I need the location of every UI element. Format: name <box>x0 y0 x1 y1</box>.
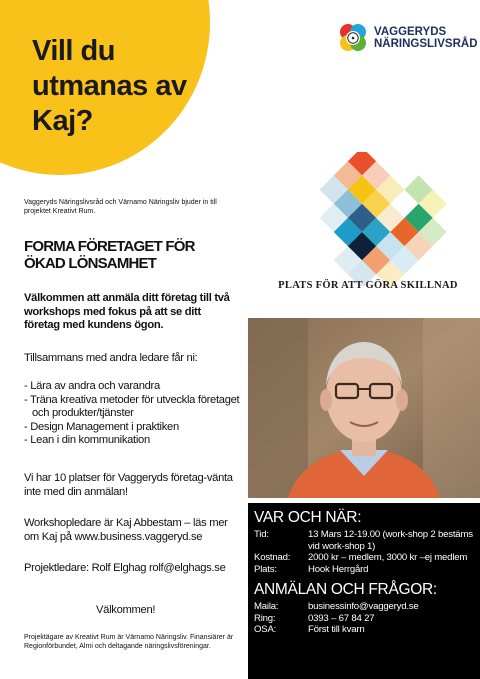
headline-line-1: Vill du <box>32 35 115 67</box>
info-value: businessinfo@vaggeryd.se <box>308 601 419 612</box>
headline-line-3: Kaj? <box>32 105 93 137</box>
workshop-leader-text: Workshopledare är Kaj Abbestam – läs mer om Kaj på www.business.vaggeryd.se <box>24 517 228 543</box>
info-label: Maila: <box>254 601 279 612</box>
info-label: OSA: <box>254 624 277 635</box>
diamond-mosaic-logo <box>260 152 480 286</box>
info-value: Först till kvarn <box>308 624 365 635</box>
list-item: - Lean i din kommunikation <box>24 434 150 446</box>
info-value: 13 Mars 12-19.00 (work-shop 2 bestäms vid work-shop 1) <box>308 529 473 552</box>
intro-text: Vaggeryds Näringslivsråd och Värnamo Näringsliv bjuder in till projektet Kreativt Rum. <box>24 199 217 215</box>
info-row <box>254 613 474 625</box>
info-row <box>254 624 474 636</box>
info-label: Kostnad: <box>254 552 291 563</box>
section-title-line-1: FORMA FÖRETAGET FÖR <box>24 238 195 255</box>
portrait-photo <box>248 318 480 498</box>
section-title <box>24 238 239 272</box>
info-value: 0393 – 67 84 27 <box>308 612 375 624</box>
seats-text: Vi har 10 platser för Vaggeryds företag-vänta inte med din anmälan! <box>24 472 233 498</box>
info-value: 2000 kr – medlem, 3000 kr –ej medlem <box>308 552 468 563</box>
list-item: - Lära av andra och varandra <box>24 380 160 392</box>
info-label: Plats: <box>254 563 277 575</box>
when-where-title: VAR OCH NÄR: <box>254 509 362 526</box>
rosette-logo-icon <box>337 22 369 54</box>
headline <box>32 34 187 139</box>
info-row <box>254 529 474 552</box>
brand-name-line-1: VAGGERYDS <box>374 26 447 38</box>
signup-title: ANMÄLAN OCH FRÅGOR: <box>254 581 437 598</box>
brand-name-line-2: NÄRINGSLIVSRÅD <box>374 38 478 50</box>
welcome-closing: Välkommen! <box>96 604 156 616</box>
info-value: Hook Herrgård <box>308 563 369 575</box>
welcome-paragraph: Välkommen att anmäla ditt företag till två workshops med fokus på att se ditt företag med kundens ögon. <box>24 292 230 331</box>
benefits-list <box>24 380 244 448</box>
list-item: - Träna kreativa metoder för utveckla företaget och produkter/tjänster <box>24 393 240 419</box>
brand-logo-block <box>337 22 478 54</box>
together-text: Tillsammans med andra ledare får ni: <box>24 352 198 364</box>
brand-name <box>374 26 478 50</box>
info-row <box>254 601 474 613</box>
list-item: - Design Management i praktiken <box>24 420 179 433</box>
info-label: Ring: <box>254 612 276 624</box>
event-info-box <box>248 503 480 679</box>
footer-text: Projektägare av Kreativt Rum är Värnamo Näringsliv. Finansiärer är Regionförbundet, Almi och deltagande näringslivsföreningar. <box>24 634 234 650</box>
section-title-line-2: ÖKAD LÖNSAMHET <box>24 255 157 272</box>
info-label: Tid: <box>254 529 269 540</box>
project-leader-text: Projektledare: Rolf Elghag rolf@elghags.se <box>24 562 226 574</box>
headline-line-2: utmanas av <box>32 70 187 102</box>
info-row <box>254 564 474 576</box>
slogan: PLATS FÖR ATT GÖRA SKILLNAD <box>278 280 458 291</box>
info-row <box>254 552 474 564</box>
